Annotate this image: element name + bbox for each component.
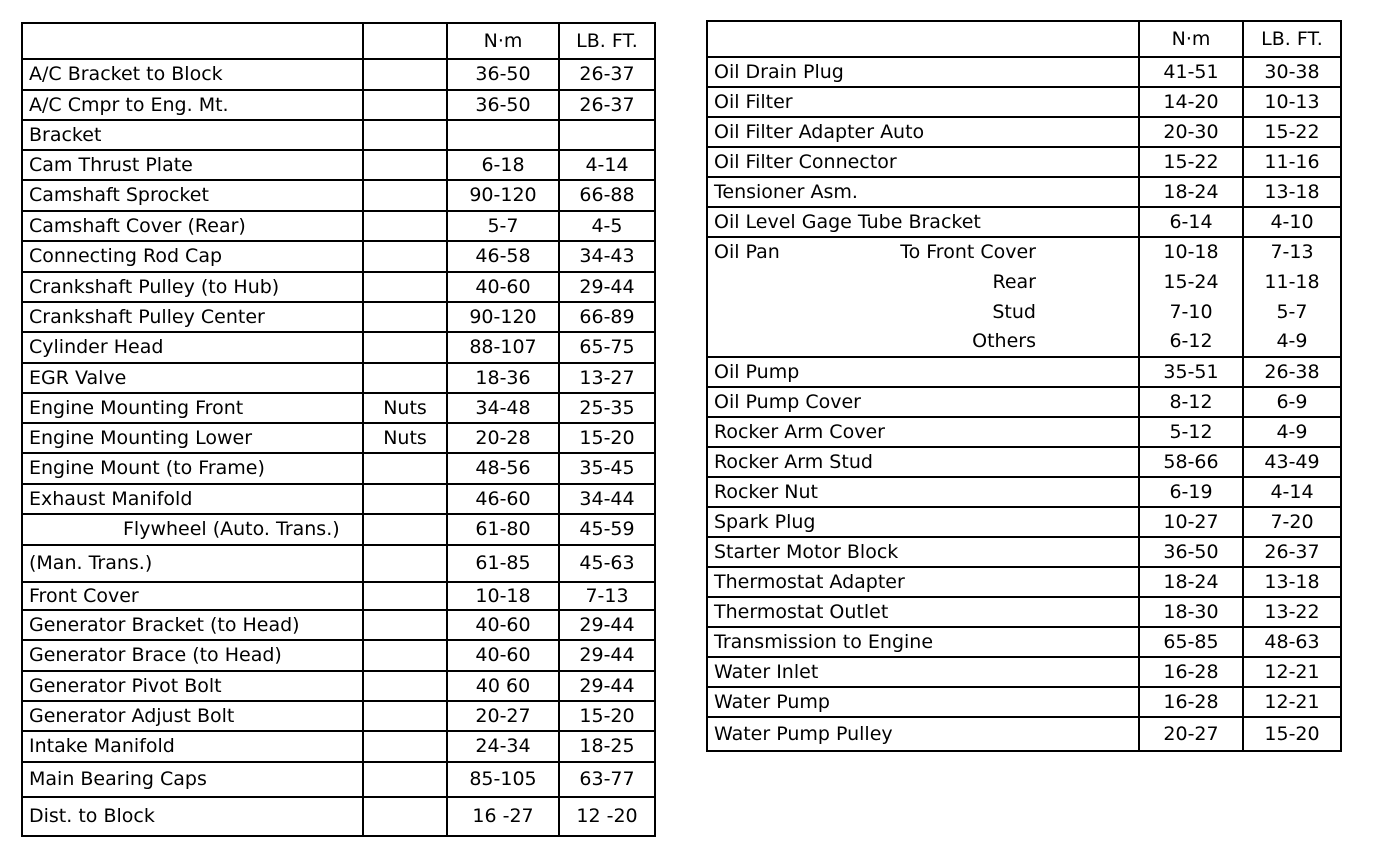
row-note <box>363 731 447 762</box>
row-note <box>363 545 447 582</box>
row-note <box>363 272 447 302</box>
row-description: Water Pump <box>707 687 1139 717</box>
row-note <box>363 514 447 545</box>
row-nm-value: 40-60 <box>447 272 559 302</box>
row-description: Oil Filter <box>707 87 1139 117</box>
row-nm-value: 20-28 <box>447 423 559 453</box>
oil-pan-sublabel: Stud <box>992 300 1036 323</box>
table-row <box>22 211 655 241</box>
table-row <box>22 484 655 514</box>
row-lbft-value: 4-14 <box>1243 477 1341 507</box>
row-lbft-value: 7-13 <box>1243 237 1341 267</box>
row-lbft-value: 15-20 <box>559 701 655 731</box>
row-note <box>363 797 447 836</box>
row-nm-value: 18-24 <box>1139 177 1243 207</box>
row-lbft-value: 13-18 <box>1243 177 1341 207</box>
row-description: A/C Bracket to Block <box>22 59 363 90</box>
row-description: EGR Valve <box>22 363 363 393</box>
row-lbft-value: 63-77 <box>559 762 655 797</box>
table-row <box>22 272 655 302</box>
row-lbft-value: 15-20 <box>1243 717 1341 751</box>
row-description: Engine Mount (to Frame) <box>22 453 363 484</box>
row-lbft-value: 34-43 <box>559 241 655 272</box>
row-lbft-value: 29-44 <box>559 610 655 640</box>
row-nm-value: 48-56 <box>447 453 559 484</box>
table-row <box>22 640 655 671</box>
row-lbft-value: 65-75 <box>559 332 655 363</box>
row-nm-value: 18-30 <box>1139 597 1243 627</box>
row-lbft-value: 30-38 <box>1243 57 1341 87</box>
row-description: Tensioner Asm. <box>707 177 1139 207</box>
oil-pan-sublabel: Rear <box>992 270 1036 293</box>
row-description: (Man. Trans.) <box>22 545 363 582</box>
table-row <box>22 150 655 180</box>
oil-pan-row <box>707 327 1341 357</box>
table-row <box>22 90 655 120</box>
table-row <box>22 393 655 423</box>
oil-pan-row <box>707 297 1341 327</box>
row-nm-value: 58-66 <box>1139 447 1243 477</box>
row-lbft-value: 18-25 <box>559 731 655 762</box>
row-note <box>363 90 447 120</box>
row-nm-value: 46-58 <box>447 241 559 272</box>
row-lbft-value: 35-45 <box>559 453 655 484</box>
row-note <box>363 701 447 731</box>
row-note: Nuts <box>363 423 447 453</box>
row-nm-value <box>447 120 559 150</box>
row-nm-value: 5-12 <box>1139 417 1243 447</box>
row-description: Oil Filter Connector <box>707 147 1139 177</box>
table-row <box>22 797 655 836</box>
row-note <box>363 150 447 180</box>
row-nm-value: 6-12 <box>1139 327 1243 357</box>
oil-pan-sublabel: Others <box>972 330 1036 352</box>
row-description: Transmission to Engine <box>707 627 1139 657</box>
row-lbft-value: 11-16 <box>1243 147 1341 177</box>
row-nm-value: 6-18 <box>447 150 559 180</box>
table-row <box>22 59 655 90</box>
row-description: Rocker Nut <box>707 477 1139 507</box>
table-row <box>22 120 655 150</box>
row-lbft-value: 10-13 <box>1243 87 1341 117</box>
table-row <box>22 731 655 762</box>
row-description: Rocker Arm Stud <box>707 447 1139 477</box>
row-note <box>363 59 447 90</box>
row-nm-value: 15-22 <box>1139 147 1243 177</box>
row-description: Oil Filter Adapter Auto <box>707 117 1139 147</box>
row-description: Connecting Rod Cap <box>22 241 363 272</box>
row-note <box>363 211 447 241</box>
row-nm-value: 18-36 <box>447 363 559 393</box>
row-description: Oil Drain Plug <box>707 57 1139 87</box>
row-nm-value: 40-60 <box>447 640 559 671</box>
row-nm-value: 8-12 <box>1139 387 1243 417</box>
row-lbft-value: 12-21 <box>1243 657 1341 687</box>
table-row <box>707 627 1341 657</box>
left-torque-table <box>21 22 656 837</box>
row-description: Engine Mounting Lower <box>22 423 363 453</box>
table-row <box>707 207 1341 237</box>
row-nm-value: 34-48 <box>447 393 559 423</box>
row-nm-value: 46-60 <box>447 484 559 514</box>
row-note <box>363 302 447 332</box>
row-description: Generator Bracket (to Head) <box>22 610 363 640</box>
row-description: Thermostat Outlet <box>707 597 1139 627</box>
row-description: Water Pump Pulley <box>707 717 1139 751</box>
row-description: Water Inlet <box>707 657 1139 687</box>
row-nm-value: 90-120 <box>447 302 559 332</box>
row-note <box>363 332 447 363</box>
row-nm-value: 14-20 <box>1139 87 1243 117</box>
row-lbft-value: 26-37 <box>559 59 655 90</box>
row-nm-value: 24-34 <box>447 731 559 762</box>
row-lbft-value: 45-59 <box>559 514 655 545</box>
row-description: Bracket <box>22 120 363 150</box>
row-note <box>363 671 447 701</box>
row-lbft-value: 13-22 <box>1243 597 1341 627</box>
row-lbft-value <box>559 120 655 150</box>
row-description: Oil Level Gage Tube Bracket <box>707 207 1139 237</box>
table-row <box>22 423 655 453</box>
table-row <box>22 514 655 545</box>
row-lbft-value: 7-20 <box>1243 507 1341 537</box>
row-lbft-value: 13-18 <box>1243 567 1341 597</box>
row-nm-value: 18-24 <box>1139 567 1243 597</box>
table-row <box>707 507 1341 537</box>
row-lbft-value: 43-49 <box>1243 447 1341 477</box>
row-description: Main Bearing Caps <box>22 762 363 797</box>
row-description: Rocker Arm Cover <box>707 417 1139 447</box>
header-nm: N·m <box>447 23 559 59</box>
row-description: Spark Plug <box>707 507 1139 537</box>
row-nm-value: 41-51 <box>1139 57 1243 87</box>
row-lbft-value: 4-10 <box>1243 207 1341 237</box>
header-description <box>707 21 1139 57</box>
table-row <box>707 87 1341 117</box>
row-nm-value: 20-27 <box>1139 717 1243 751</box>
row-lbft-value: 11-18 <box>1243 267 1341 297</box>
row-description: Generator Adjust Bolt <box>22 701 363 731</box>
table-row <box>707 147 1341 177</box>
row-nm-value: 36-50 <box>447 90 559 120</box>
row-nm-value: 6-14 <box>1139 207 1243 237</box>
row-note: Nuts <box>363 393 447 423</box>
row-description: Camshaft Cover (Rear) <box>22 211 363 241</box>
row-lbft-value: 5-7 <box>1243 297 1341 327</box>
row-lbft-value: 6-9 <box>1243 387 1341 417</box>
oil-pan-description <box>707 297 1139 327</box>
row-nm-value: 88-107 <box>447 332 559 363</box>
row-lbft-value: 4-9 <box>1243 417 1341 447</box>
row-nm-value: 61-85 <box>447 545 559 582</box>
row-description: Front Cover <box>22 582 363 610</box>
row-lbft-value: 13-27 <box>559 363 655 393</box>
table-row <box>22 180 655 211</box>
row-description: Dist. to Block <box>22 797 363 836</box>
row-nm-value: 20-27 <box>447 701 559 731</box>
table-row <box>707 657 1341 687</box>
row-description: Crankshaft Pulley (to Hub) <box>22 272 363 302</box>
row-note <box>363 484 447 514</box>
table-row <box>22 453 655 484</box>
row-description: Flywheel (Auto. Trans.) <box>22 514 363 545</box>
table-row <box>707 717 1341 751</box>
row-nm-value: 35-51 <box>1139 357 1243 387</box>
table-row <box>22 545 655 582</box>
oil-pan-description <box>707 327 1139 357</box>
table-row <box>22 582 655 610</box>
table-row <box>707 357 1341 387</box>
row-note <box>363 640 447 671</box>
row-lbft-value: 4-5 <box>559 211 655 241</box>
row-lbft-value: 29-44 <box>559 671 655 701</box>
table-row <box>707 477 1341 507</box>
row-nm-value: 85-105 <box>447 762 559 797</box>
row-lbft-value: 4-9 <box>1243 327 1341 357</box>
row-description: Crankshaft Pulley Center <box>22 302 363 332</box>
row-note <box>363 582 447 610</box>
row-nm-value: 5-7 <box>447 211 559 241</box>
row-lbft-value: 12 -20 <box>559 797 655 836</box>
row-description: Oil Pump Cover <box>707 387 1139 417</box>
left-header-row <box>22 23 655 59</box>
row-lbft-value: 45-63 <box>559 545 655 582</box>
table-row <box>22 302 655 332</box>
table-row <box>22 363 655 393</box>
oil-pan-row <box>707 237 1341 267</box>
row-note <box>363 762 447 797</box>
row-lbft-value: 66-88 <box>559 180 655 211</box>
header-lbft: LB. FT. <box>559 23 655 59</box>
row-lbft-value: 15-22 <box>1243 117 1341 147</box>
table-row <box>707 597 1341 627</box>
right-header-row <box>707 21 1341 57</box>
table-row <box>22 610 655 640</box>
row-lbft-value: 26-37 <box>1243 537 1341 567</box>
row-nm-value: 40 60 <box>447 671 559 701</box>
row-description: Starter Motor Block <box>707 537 1139 567</box>
row-description: Oil Pump <box>707 357 1139 387</box>
right-torque-table <box>706 20 1342 752</box>
table-row <box>707 57 1341 87</box>
row-nm-value: 36-50 <box>447 59 559 90</box>
row-nm-value: 16-28 <box>1139 657 1243 687</box>
oil-pan-row <box>707 267 1341 297</box>
row-lbft-value: 4-14 <box>559 150 655 180</box>
row-nm-value: 16-28 <box>1139 687 1243 717</box>
table-row <box>707 177 1341 207</box>
header-note <box>363 23 447 59</box>
row-nm-value: 15-24 <box>1139 267 1243 297</box>
row-nm-value: 20-30 <box>1139 117 1243 147</box>
table-row <box>707 567 1341 597</box>
row-nm-value: 61-80 <box>447 514 559 545</box>
row-description: Generator Brace (to Head) <box>22 640 363 671</box>
oil-pan-description <box>707 237 1139 267</box>
row-lbft-value: 12-21 <box>1243 687 1341 717</box>
row-lbft-value: 66-89 <box>559 302 655 332</box>
header-lbft: LB. FT. <box>1243 21 1341 57</box>
row-lbft-value: 26-38 <box>1243 357 1341 387</box>
row-nm-value: 40-60 <box>447 610 559 640</box>
row-description: Intake Manifold <box>22 731 363 762</box>
table-row <box>707 687 1341 717</box>
row-lbft-value: 26-37 <box>559 90 655 120</box>
row-description: Engine Mounting Front <box>22 393 363 423</box>
table-row <box>707 417 1341 447</box>
row-description: Exhaust Manifold <box>22 484 363 514</box>
row-lbft-value: 25-35 <box>559 393 655 423</box>
table-row <box>22 762 655 797</box>
oil-pan-sublabel: To Front Cover <box>900 241 1036 263</box>
table-row <box>707 447 1341 477</box>
row-note <box>363 120 447 150</box>
row-note <box>363 180 447 211</box>
header-nm: N·m <box>1139 21 1243 57</box>
oil-pan-description <box>707 267 1139 297</box>
row-lbft-value: 34-44 <box>559 484 655 514</box>
row-nm-value: 10-27 <box>1139 507 1243 537</box>
row-nm-value: 10-18 <box>447 582 559 610</box>
row-lbft-value: 29-44 <box>559 640 655 671</box>
row-nm-value: 6-19 <box>1139 477 1243 507</box>
row-description: A/C Cmpr to Eng. Mt. <box>22 90 363 120</box>
row-lbft-value: 15-20 <box>559 423 655 453</box>
table-row <box>707 537 1341 567</box>
table-row <box>22 241 655 272</box>
row-description: Generator Pivot Bolt <box>22 671 363 701</box>
row-note <box>363 363 447 393</box>
row-note <box>363 610 447 640</box>
table-row <box>22 332 655 363</box>
row-nm-value: 16 -27 <box>447 797 559 836</box>
row-lbft-value: 7-13 <box>559 582 655 610</box>
table-row <box>707 117 1341 147</box>
row-description: Cam Thrust Plate <box>22 150 363 180</box>
oil-pan-label: Oil Pan <box>714 241 780 263</box>
row-lbft-value: 29-44 <box>559 272 655 302</box>
table-row <box>707 387 1341 417</box>
row-description: Camshaft Sprocket <box>22 180 363 211</box>
row-nm-value: 10-18 <box>1139 237 1243 267</box>
row-lbft-value: 48-63 <box>1243 627 1341 657</box>
row-nm-value: 90-120 <box>447 180 559 211</box>
table-row <box>22 671 655 701</box>
row-description: Thermostat Adapter <box>707 567 1139 597</box>
row-nm-value: 65-85 <box>1139 627 1243 657</box>
row-note <box>363 241 447 272</box>
row-note <box>363 453 447 484</box>
header-description <box>22 23 363 59</box>
row-description: Cylinder Head <box>22 332 363 363</box>
table-row <box>22 701 655 731</box>
row-nm-value: 7-10 <box>1139 297 1243 327</box>
row-nm-value: 36-50 <box>1139 537 1243 567</box>
